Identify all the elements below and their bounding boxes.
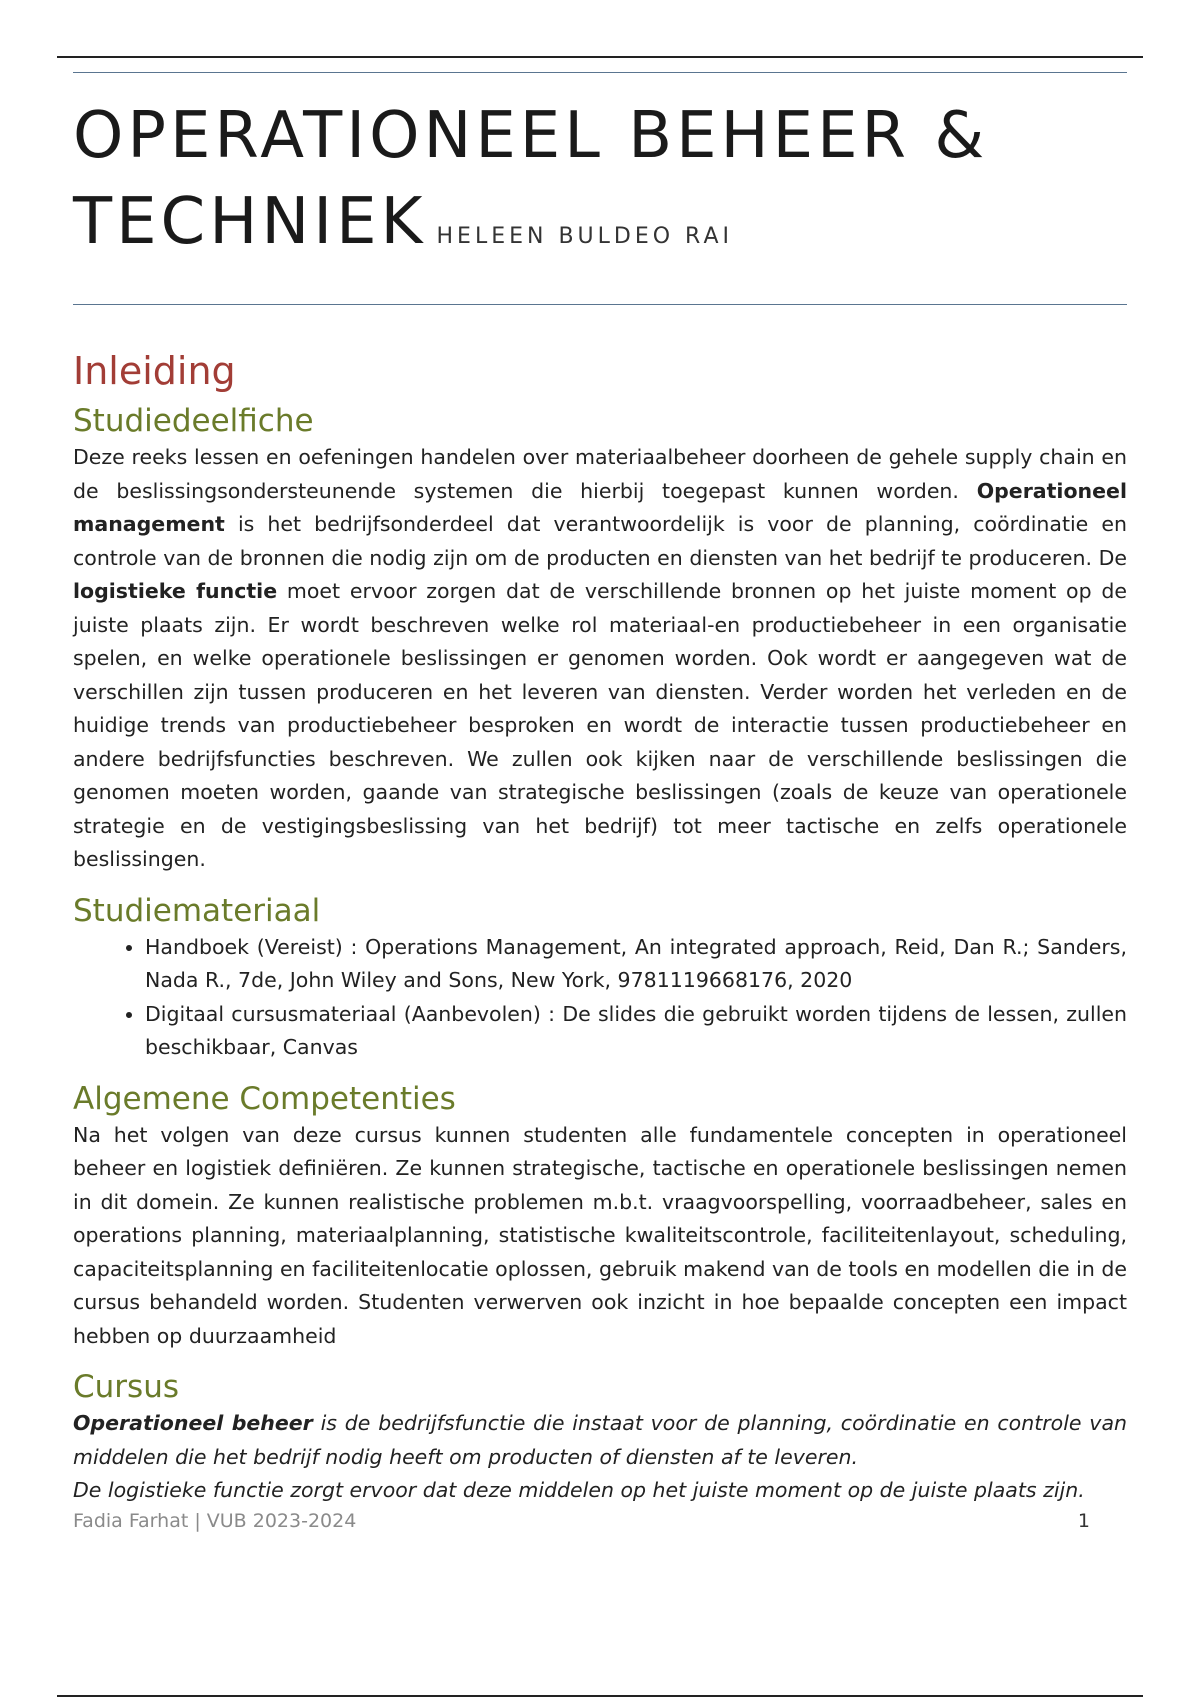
title-line-1: OPERATIONEEL BEHEER & <box>73 99 989 173</box>
studiedeelfiche-paragraph <box>73 441 1127 877</box>
bold-operationeel-beheer: Operationeel beheer <box>73 1411 313 1435</box>
competenties-paragraph: Na het volgen van deze cursus kunnen studenten alle fundamentele concepten in operationeel beheer en logistiek definiëren. Ze kunnen strategische, tactische en operationele beslissingen nemen in dit domein. Ze kunnen realistische problemen m.b.t. vraagvoorspelling, voorraadbeheer, sales en operations planning, materiaalplanning, statistische kwaliteitscontrole, faciliteitenlayout, scheduling, capaciteitsplanning en faciliteitenlocatie oplossen, gebruik makend van de tools en modellen die in de cursus behandeld worden. Studenten verwerven ook inzicht in hoe bepaalde concepten een impact hebben op duurzaamheid <box>73 1122 1127 1348</box>
document-title <box>73 93 1127 280</box>
subheading-cursus: Cursus <box>73 1369 179 1405</box>
title-line-2: TECHNIEK <box>73 185 427 259</box>
author-name: HELEEN BULDEO RAI <box>436 224 733 249</box>
title-block <box>73 72 1127 305</box>
studiedeelfiche-text-2: is het bedrijfsonderdeel dat verantwoordelijk is voor de planning, coördinatie en controle van de bronnen die nodig zijn om de producten en diensten van het bedrijf te produceren. De <box>73 512 1127 570</box>
bottom-rule <box>57 1695 1143 1697</box>
page-number: 1 <box>1077 1510 1090 1532</box>
cursus-text-1: is de bedrijfsfunctie die instaat voor de planning, coördinatie en controle van middelen die het bedrijf nodig heeft om producten of diensten af te leveren. <box>73 1411 1127 1469</box>
list-item: • Digitaal cursusmateriaal (Aanbevolen) : De slides die gebruikt worden tijdens de lessen, zullen beschikbaar, Canvas <box>145 998 1127 1065</box>
subheading-algemene-competenties: Algemene Competenties <box>73 1080 456 1117</box>
section-heading-inleiding: Inleiding <box>73 349 236 393</box>
list-item: • Handboek (Vereist) : Operations Management, An integrated approach, Reid, Dan R.; Sanders, Nada R., 7de, John Wiley and Sons, New York, 9781119668176, 2020 <box>145 931 1127 998</box>
cursus-paragraph-2: De logistieke functie zorgt ervoor dat deze middelen op het juiste moment op de juiste plaats zijn. <box>73 1478 1085 1502</box>
studiedeelfiche-text-1: Deze reeks lessen en oefeningen handelen over materiaalbeheer doorheen de gehele supply chain en de beslissingsondersteunende systemen die hierbij toegepast kunnen worden. <box>73 445 1127 503</box>
bold-operationeel-management: Operationeel management <box>73 478 1127 536</box>
subheading-studiemateriaal: Studiemateriaal <box>73 892 321 929</box>
page-footer <box>73 1510 1090 1532</box>
studiedeelfiche-text-3: moet ervoor zorgen dat de verschillende bronnen op het juiste moment op de juiste plaats zijn. Er wordt beschreven welke rol materiaal-en productiebeheer in een organisatie spelen, en welke operationele beslissingen er genomen worden. Ook wordt er aangegeven wat de verschillen zijn tussen produceren en het leveren van diensten. Verder worden het verleden en de huidige trends van productiebeheer besproken en wordt de interactie tussen productiebeheer en andere bedrijfsfuncties beschreven. We zullen ook kijken naar de verschillende beslissingen die genomen moeten worden, gaande van strategische beslissingen (zoals de keuze van operationele strategie en de vestigingsbeslissing van het bedrijf) tot meer tactische en zelfs operationele beslissingen. <box>73 579 1128 871</box>
bold-logistieke-functie: logistieke functie <box>73 579 278 603</box>
top-rule <box>57 56 1143 58</box>
subheading-studiedeelfiche: Studiedeelfiche <box>73 403 314 439</box>
page-content <box>73 72 1127 1508</box>
footer-author-info: Fadia Farhat | VUB 2023-2024 <box>73 1510 357 1532</box>
studiemateriaal-list <box>73 931 1127 1065</box>
cursus-paragraph-1 <box>73 1407 1127 1474</box>
